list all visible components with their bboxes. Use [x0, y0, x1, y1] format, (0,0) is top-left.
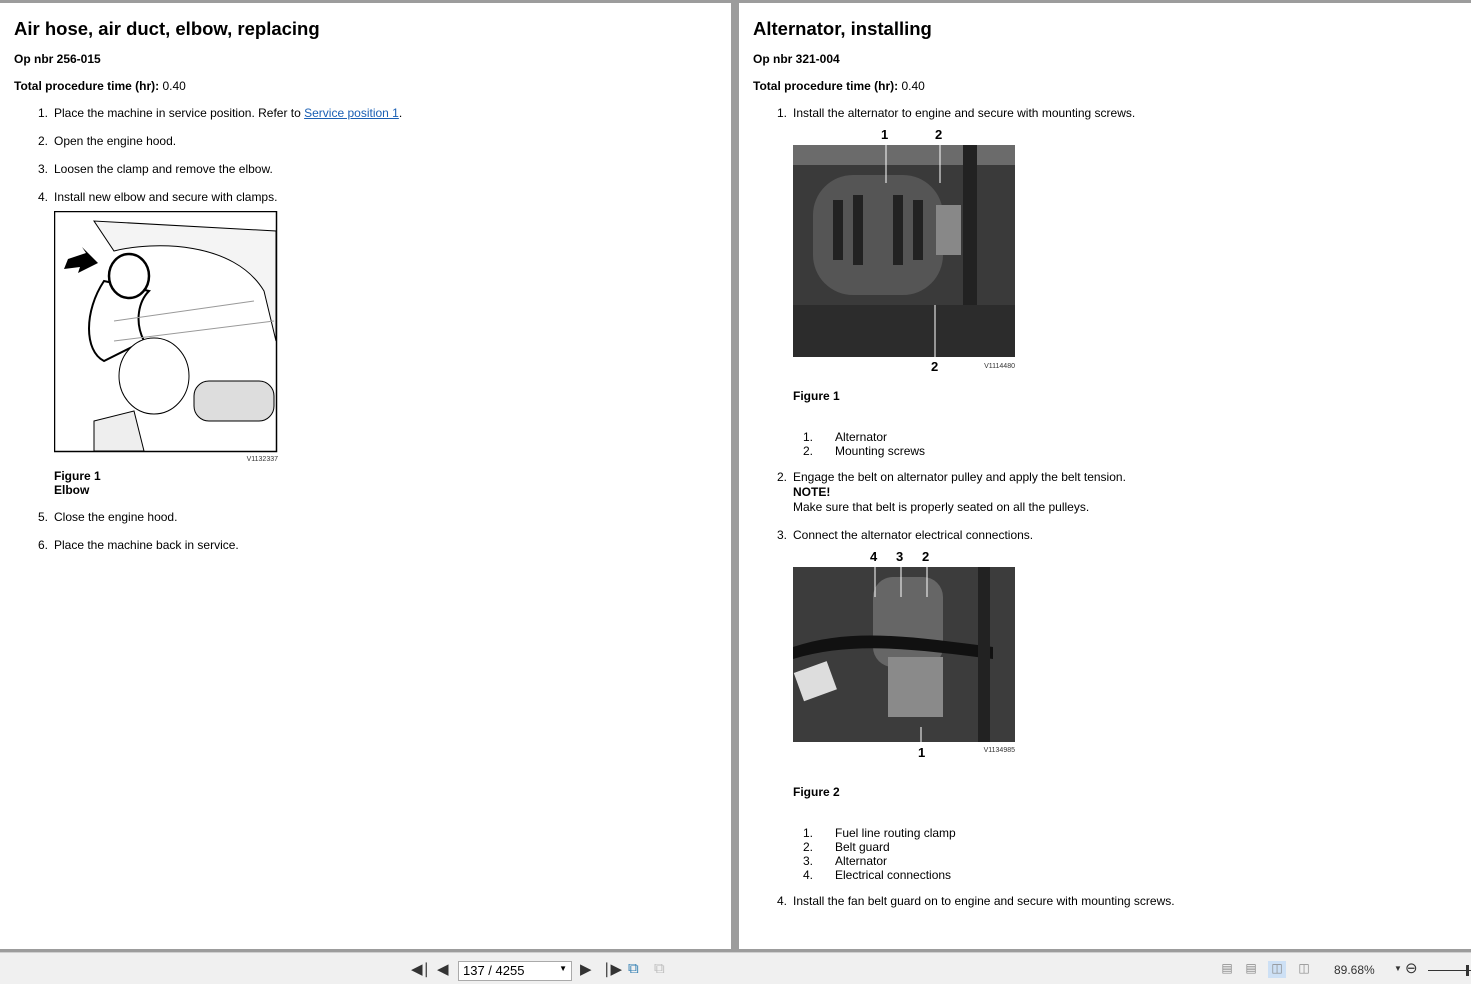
- zoom-slider[interactable]: [1428, 970, 1471, 971]
- step: 5. Close the engine hood.: [38, 510, 178, 524]
- step: 6. Place the machine back in service.: [38, 538, 239, 552]
- step: 2. Open the engine hood.: [38, 134, 177, 148]
- step: 2. Engage the belt on alternator pulley and apply the belt tension. NOTE! Make sure that belt is properly seated on all the pulleys.: [777, 470, 1457, 515]
- first-page-icon[interactable]: ◀∣: [411, 961, 431, 978]
- left-page: [0, 3, 731, 949]
- electrical-connections-photo: [793, 567, 1015, 742]
- step: 3. Loosen the clamp and remove the elbow.: [38, 162, 273, 176]
- step: 3. Connect the alternator electrical connections. 4 3 2 1 V1134985 Figure 2 1. Fuel line routing clamp 2. Belt guard 3. Alternator 4. Electrical connections: [777, 528, 1457, 882]
- op-number: Op nbr 256-015: [14, 52, 101, 66]
- electrical-connections-figure: 4 3 2 1 V1134985: [793, 549, 1017, 771]
- procedure-title: Alternator, installing: [753, 18, 932, 39]
- next-page-icon[interactable]: ▶: [580, 961, 592, 978]
- image-id: V1134985: [983, 747, 1015, 754]
- elbow-illustration: [54, 211, 278, 453]
- image-id: V1132337: [246, 456, 278, 463]
- page-number-input[interactable]: 137 / 4255 ▼: [458, 961, 572, 981]
- previous-view-icon[interactable]: ⧉: [628, 960, 639, 977]
- elbow-figure: [54, 211, 278, 461]
- zoom-dropdown-icon[interactable]: ▼: [1394, 964, 1402, 973]
- continuous-view-icon[interactable]: ▤: [1245, 961, 1257, 975]
- image-id: V1114480: [984, 363, 1015, 370]
- previous-page-icon[interactable]: ◀: [437, 961, 449, 978]
- two-page-continuous-view-icon[interactable]: ◫: [1298, 961, 1310, 975]
- single-page-view-icon[interactable]: ▤: [1221, 961, 1233, 975]
- service-position-link[interactable]: Service position 1: [304, 106, 399, 120]
- procedure-time: Total procedure time (hr): 0.40: [14, 79, 186, 93]
- next-view-icon[interactable]: ⧉: [654, 960, 665, 977]
- chevron-down-icon[interactable]: ▼: [559, 964, 567, 973]
- procedure-time: Total procedure time (hr): 0.40: [753, 79, 925, 93]
- last-page-icon[interactable]: ∣▶: [603, 961, 623, 978]
- zoom-out-icon[interactable]: ⊖: [1405, 960, 1418, 977]
- figure-legend: 1. Alternator 2. Mounting screws: [803, 430, 926, 458]
- alternator-photo: [793, 145, 1015, 357]
- step: 4. Install new elbow and secure with clamps. V1132337 Figure 1 Elbow: [38, 190, 717, 497]
- figure-caption: Figure 2: [793, 785, 840, 799]
- zoom-level[interactable]: 89.68%: [1334, 963, 1375, 977]
- right-page: [739, 3, 1471, 949]
- bottom-toolbar: [0, 952, 1471, 984]
- step: 1. Install the alternator to engine and secure with mounting screws. 1 2 2 V1114480 Figure 1 1. Alternator 2. Mounting screws: [777, 106, 1457, 458]
- note-label: NOTE!: [793, 485, 831, 499]
- procedure-title: Air hose, air duct, elbow, replacing: [14, 18, 320, 39]
- note-text: Make sure that belt is properly seated on all the pulleys.: [793, 500, 1090, 514]
- figure-subcaption: Elbow: [54, 483, 90, 497]
- two-page-view-icon[interactable]: ◫: [1268, 961, 1286, 978]
- figure-legend: 1. Fuel line routing clamp 2. Belt guard 3. Alternator 4. Electrical connections: [803, 826, 956, 882]
- step: 4. Install the fan belt guard on to engine and secure with mounting screws.: [777, 894, 1175, 908]
- op-number: Op nbr 321-004: [753, 52, 840, 66]
- step: 1. Place the machine in service position. Refer to Service position 1.: [38, 106, 403, 120]
- alternator-figure: 1 2 2 V1114480: [793, 127, 1017, 379]
- figure-caption: Figure 1: [54, 469, 101, 483]
- figure-caption: Figure 1: [793, 389, 840, 403]
